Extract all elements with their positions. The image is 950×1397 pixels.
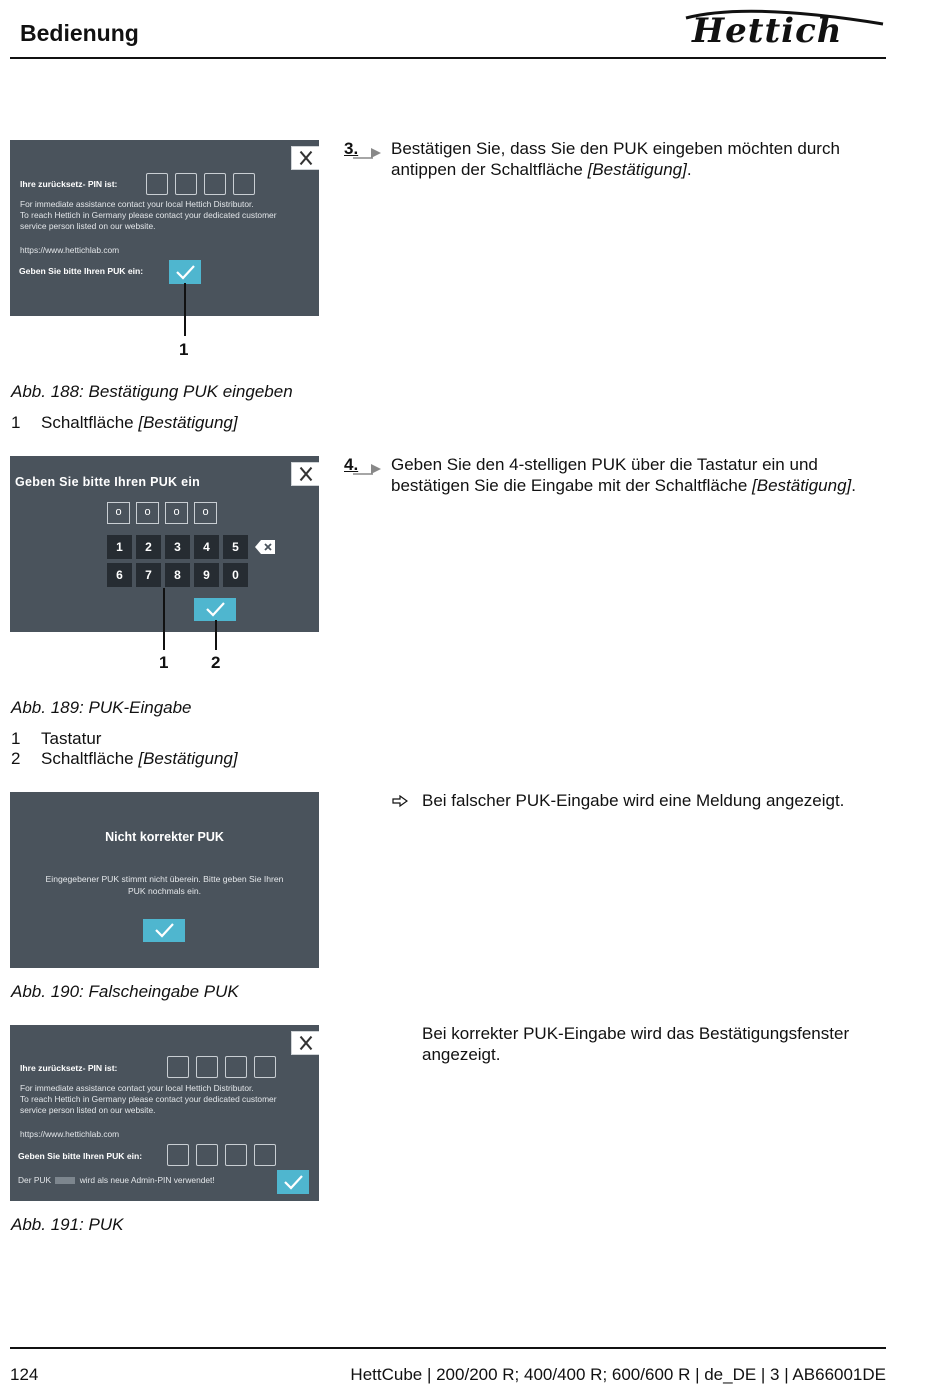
keypad-key-1[interactable]: 1 bbox=[107, 535, 132, 559]
callout-number: 2 bbox=[211, 653, 221, 672]
page-number: 124 bbox=[10, 1365, 39, 1384]
checkmark-icon bbox=[194, 598, 236, 621]
step-emphasis: [Bestätigung] bbox=[752, 475, 852, 495]
info-text: service person listed on our website. bbox=[20, 221, 156, 231]
note-text: Der PUK bbox=[18, 1175, 52, 1185]
screen-confirm-puk bbox=[10, 140, 319, 316]
screen-wrong-puk bbox=[10, 792, 319, 968]
close-icon bbox=[292, 463, 319, 485]
step-instruction bbox=[391, 455, 871, 496]
legend-emphasis: [Bestätigung] bbox=[138, 413, 238, 432]
legend-item bbox=[11, 749, 238, 769]
close-button[interactable] bbox=[291, 1031, 319, 1055]
callout-line bbox=[215, 620, 217, 650]
callout-line bbox=[184, 283, 186, 336]
step-tail: . bbox=[851, 475, 856, 495]
result-arrow-icon bbox=[392, 795, 408, 807]
confirm-button[interactable] bbox=[143, 919, 185, 942]
info-text: For immediate assistance contact your local Hettich Distributor. bbox=[20, 1083, 254, 1093]
checkmark-icon bbox=[169, 260, 201, 284]
keypad-key-3[interactable]: 3 bbox=[165, 535, 190, 559]
svg-text:Hettich: Hettich bbox=[692, 11, 843, 46]
checkmark-icon bbox=[277, 1170, 309, 1194]
figure-caption: Abb. 190: Falscheingabe PUK bbox=[11, 982, 239, 1001]
keypad-key-5[interactable]: 5 bbox=[223, 535, 248, 559]
keypad-key-7[interactable]: 7 bbox=[136, 563, 161, 587]
legend-number: 2 bbox=[11, 749, 21, 768]
pin-digit-box bbox=[233, 173, 255, 195]
step-number: 4. bbox=[344, 455, 359, 474]
page-section-title: Bedienung bbox=[20, 20, 139, 46]
redacted-puk bbox=[55, 1177, 75, 1184]
puk-digit-field: o bbox=[165, 502, 188, 524]
header-divider bbox=[10, 57, 886, 59]
puk-digit-field: o bbox=[194, 502, 217, 524]
keypad-key-0[interactable]: 0 bbox=[223, 563, 248, 587]
close-button[interactable] bbox=[291, 462, 319, 486]
legend-text: Schaltfläche bbox=[41, 413, 139, 432]
checkmark-icon bbox=[143, 919, 185, 942]
step-text: Geben Sie den 4-stelligen PUK über die Tastatur ein und bestätigen Sie die Eingabe mit der Schaltfläche bbox=[391, 455, 818, 495]
keypad-key-6[interactable]: 6 bbox=[107, 563, 132, 587]
figure-caption: Abb. 188: Bestätigung PUK eingeben bbox=[11, 382, 293, 401]
backspace-icon[interactable] bbox=[254, 539, 276, 555]
step-tail: . bbox=[686, 159, 692, 179]
puk-prompt: Geben Sie bitte Ihren PUK ein: bbox=[19, 266, 144, 276]
step-number: 3. bbox=[344, 139, 359, 158]
legend-item bbox=[11, 729, 101, 749]
legend-emphasis: [Bestätigung] bbox=[138, 749, 238, 768]
puk-digit-box bbox=[196, 1144, 218, 1166]
website-url: https://www.hettichlab.com bbox=[20, 1129, 120, 1139]
puk-digit-box bbox=[167, 1144, 189, 1166]
callout-number: 1 bbox=[179, 340, 189, 359]
note-text: wird als neue Admin-PIN verwendet! bbox=[79, 1175, 215, 1185]
confirm-button[interactable] bbox=[169, 260, 201, 284]
figure-caption: Abb. 189: PUK-Eingabe bbox=[11, 698, 192, 717]
info-text: service person listed on our website. bbox=[20, 1105, 156, 1115]
step-text: Bestätigen Sie, dass Sie den PUK eingeben möchten durch antippen der Schaltfläche bbox=[391, 139, 840, 179]
legend-text: Schaltfläche bbox=[41, 749, 139, 768]
close-icon bbox=[292, 147, 319, 169]
legend-number: 1 bbox=[11, 729, 21, 748]
confirm-button[interactable] bbox=[194, 598, 236, 621]
close-button[interactable] bbox=[291, 146, 319, 170]
result-text: Bei falscher PUK-Eingabe wird eine Meldung angezeigt. bbox=[422, 791, 845, 810]
error-title: Nicht korrekter PUK bbox=[105, 830, 224, 844]
pin-digit-box bbox=[196, 1056, 218, 1078]
error-message: PUK nochmals ein. bbox=[127, 886, 202, 896]
step-arrow-icon bbox=[353, 146, 381, 160]
legend-number: 1 bbox=[11, 413, 21, 432]
screen-puk-accepted bbox=[10, 1025, 319, 1201]
puk-digit-box bbox=[254, 1144, 276, 1166]
info-text: For immediate assistance contact your local Hettich Distributor. bbox=[20, 199, 254, 209]
step-arrow-icon bbox=[353, 462, 381, 476]
confirm-button[interactable] bbox=[277, 1170, 309, 1194]
pin-digit-box bbox=[204, 173, 226, 195]
puk-entry-title: Geben Sie bitte Ihren PUK ein bbox=[15, 475, 201, 489]
step-emphasis: [Bestätigung] bbox=[587, 159, 687, 179]
legend-text: Tastatur bbox=[41, 729, 102, 748]
keypad-key-9[interactable]: 9 bbox=[194, 563, 219, 587]
keypad-key-8[interactable]: 8 bbox=[165, 563, 190, 587]
keypad-key-2[interactable]: 2 bbox=[136, 535, 161, 559]
pin-digit-box bbox=[225, 1056, 247, 1078]
puk-digit-field: o bbox=[107, 502, 130, 524]
pin-label: Ihre zurücksetz- PIN ist: bbox=[20, 1063, 118, 1073]
callout-line bbox=[163, 588, 165, 650]
legend-item bbox=[11, 413, 238, 433]
keypad-key-4[interactable]: 4 bbox=[194, 535, 219, 559]
document-identifier: HettCube | 200/200 R; 400/400 R; 600/600 R | de_DE | 3 | AB66001DE bbox=[350, 1365, 886, 1384]
pin-digit-box bbox=[146, 173, 168, 195]
pin-label: Ihre zurücksetz- PIN ist: bbox=[20, 179, 118, 189]
pin-digit-box bbox=[167, 1056, 189, 1078]
puk-digit-box bbox=[225, 1144, 247, 1166]
info-text: To reach Hettich in Germany please contact your dedicated customer bbox=[20, 210, 277, 220]
footer-divider bbox=[10, 1347, 886, 1349]
pin-digit-box bbox=[175, 173, 197, 195]
pin-digit-box bbox=[254, 1056, 276, 1078]
hettich-logo bbox=[678, 4, 888, 46]
callout-number: 1 bbox=[159, 653, 169, 672]
step-instruction bbox=[391, 139, 886, 180]
error-message: Eingegebener PUK stimmt nicht überein. Bitte geben Sie Ihren bbox=[45, 874, 284, 884]
info-text: To reach Hettich in Germany please contact your dedicated customer bbox=[20, 1094, 277, 1104]
website-url: https://www.hettichlab.com bbox=[20, 245, 120, 255]
puk-digit-field: o bbox=[136, 502, 159, 524]
result-text: Bei korrekter PUK-Eingabe wird das Bestätigungsfenster angezeigt. bbox=[422, 1024, 850, 1064]
close-icon bbox=[292, 1032, 319, 1054]
puk-note bbox=[18, 1175, 215, 1185]
figure-caption: Abb. 191: PUK bbox=[11, 1215, 124, 1234]
puk-prompt: Geben Sie bitte Ihren PUK ein: bbox=[18, 1151, 143, 1161]
